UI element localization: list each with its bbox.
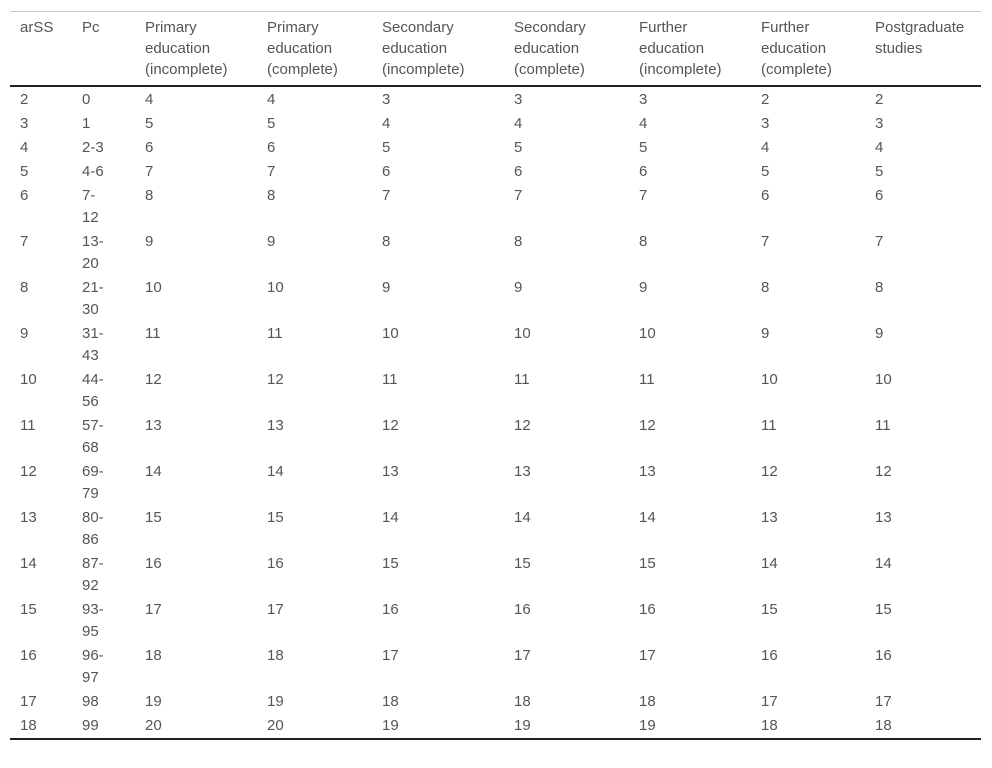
table-cell: 7 bbox=[639, 187, 648, 204]
column-header: Pc bbox=[72, 12, 135, 87]
table-cell: 8 bbox=[639, 233, 648, 250]
table-cell: 16 bbox=[20, 647, 37, 664]
table-cell: 15 bbox=[382, 555, 399, 572]
table-cell: 17 bbox=[875, 693, 892, 710]
percentile-value: 87-92 bbox=[82, 555, 104, 594]
table-cell: 16 bbox=[514, 601, 531, 618]
table-row bbox=[10, 506, 981, 552]
table-cell: 14 bbox=[20, 555, 37, 572]
table-cell: 12 bbox=[639, 417, 656, 434]
table-cell bbox=[72, 160, 135, 184]
table-cell: 11 bbox=[267, 325, 283, 342]
table-row bbox=[10, 160, 981, 184]
table-cell: 4 bbox=[875, 139, 884, 156]
table-cell: 10 bbox=[145, 279, 162, 296]
table-cell: 14 bbox=[875, 555, 892, 572]
table-cell: 8 bbox=[267, 187, 276, 204]
table-cell: 15 bbox=[761, 601, 778, 618]
table-cell: 14 bbox=[267, 463, 284, 480]
table-cell: 19 bbox=[639, 717, 656, 734]
table-cell: 10 bbox=[639, 325, 656, 342]
table-cell: 9 bbox=[639, 279, 648, 296]
table-cell: 10 bbox=[875, 371, 892, 388]
table-cell: 18 bbox=[875, 717, 892, 734]
table-cell: 15 bbox=[20, 601, 37, 618]
table-cell: 17 bbox=[145, 601, 162, 618]
table-cell: 5 bbox=[639, 139, 648, 156]
table-cell: 16 bbox=[382, 601, 399, 618]
table-container bbox=[10, 11, 981, 740]
table-cell: 18 bbox=[514, 693, 531, 710]
table-cell: 13 bbox=[382, 463, 399, 480]
percentile-value: 98 bbox=[82, 693, 99, 710]
table-cell: 7 bbox=[514, 187, 523, 204]
table-cell: 12 bbox=[382, 417, 399, 434]
table-cell: 17 bbox=[639, 647, 656, 664]
table-row bbox=[10, 460, 981, 506]
percentile-value: 99 bbox=[82, 717, 99, 734]
table-cell: 14 bbox=[639, 509, 656, 526]
table-cell: 11 bbox=[761, 417, 777, 434]
table-cell bbox=[72, 506, 135, 552]
table-cell: 15 bbox=[145, 509, 162, 526]
table-cell bbox=[72, 112, 135, 136]
table-cell: 13 bbox=[145, 417, 162, 434]
table-cell: 14 bbox=[514, 509, 531, 526]
percentile-value: 31-43 bbox=[82, 325, 104, 364]
percentile-value: 7-12 bbox=[82, 187, 99, 226]
table-cell: 9 bbox=[761, 325, 770, 342]
table-cell: 3 bbox=[20, 115, 29, 132]
table-cell: 3 bbox=[382, 91, 391, 108]
table-row bbox=[10, 322, 981, 368]
table-cell: 11 bbox=[875, 417, 891, 434]
table-cell: 17 bbox=[267, 601, 284, 618]
table-cell: 5 bbox=[382, 139, 391, 156]
table-cell: 18 bbox=[639, 693, 656, 710]
table-cell: 17 bbox=[382, 647, 399, 664]
percentile-value: 93-95 bbox=[82, 601, 104, 640]
table-row bbox=[10, 136, 981, 160]
table-cell: 8 bbox=[20, 279, 29, 296]
percentile-value: 0 bbox=[82, 91, 91, 108]
table-cell: 6 bbox=[382, 163, 391, 180]
table-cell: 5 bbox=[761, 163, 770, 180]
table-cell: 16 bbox=[875, 647, 892, 664]
table-cell bbox=[72, 690, 135, 714]
table-body bbox=[10, 86, 981, 739]
table-cell: 15 bbox=[514, 555, 531, 572]
table-cell: 10 bbox=[761, 371, 778, 388]
percentile-value: 57-68 bbox=[82, 417, 104, 456]
table-cell: 7 bbox=[145, 163, 154, 180]
norms-table bbox=[10, 11, 981, 740]
table-cell: 8 bbox=[514, 233, 523, 250]
table-cell: 17 bbox=[514, 647, 531, 664]
table-cell: 16 bbox=[639, 601, 656, 618]
table-cell: 20 bbox=[145, 717, 162, 734]
table-cell: 9 bbox=[20, 325, 29, 342]
table-row bbox=[10, 230, 981, 276]
table-cell: 10 bbox=[382, 325, 399, 342]
table-row bbox=[10, 368, 981, 414]
percentile-value: 96-97 bbox=[82, 647, 104, 686]
table-cell: 12 bbox=[145, 371, 162, 388]
table-row bbox=[10, 112, 981, 136]
table-row bbox=[10, 690, 981, 714]
column-header: Postgraduate studies bbox=[865, 12, 981, 87]
table-cell: 5 bbox=[267, 115, 276, 132]
table-cell: 16 bbox=[761, 647, 778, 664]
table-cell: 5 bbox=[875, 163, 884, 180]
table-cell: 5 bbox=[20, 163, 29, 180]
table-cell bbox=[72, 460, 135, 506]
percentile-value: 44-56 bbox=[82, 371, 104, 410]
table-cell: 9 bbox=[382, 279, 391, 296]
table-cell: 12 bbox=[20, 463, 37, 480]
table-cell: 12 bbox=[514, 417, 531, 434]
table-cell: 9 bbox=[875, 325, 884, 342]
table-cell bbox=[72, 598, 135, 644]
table-cell: 13 bbox=[761, 509, 778, 526]
table-cell: 4 bbox=[145, 91, 154, 108]
table-cell: 11 bbox=[145, 325, 161, 342]
table-cell: 8 bbox=[145, 187, 154, 204]
table-cell: 2 bbox=[20, 91, 29, 108]
table-cell: 9 bbox=[145, 233, 154, 250]
column-header: Primary education (incomplete) bbox=[135, 12, 257, 87]
table-row bbox=[10, 552, 981, 598]
table-cell: 19 bbox=[514, 717, 531, 734]
table-cell: 10 bbox=[267, 279, 284, 296]
table-cell: 5 bbox=[514, 139, 523, 156]
table-row bbox=[10, 86, 981, 112]
table-cell: 4 bbox=[761, 139, 770, 156]
percentile-value: 21-30 bbox=[82, 279, 104, 318]
table-cell: 6 bbox=[145, 139, 154, 156]
table-row bbox=[10, 598, 981, 644]
table-cell: 3 bbox=[514, 91, 523, 108]
table-cell: 6 bbox=[20, 187, 29, 204]
column-header: Further education (incomplete) bbox=[629, 12, 751, 87]
table-cell: 12 bbox=[875, 463, 892, 480]
table-cell: 18 bbox=[382, 693, 399, 710]
table-cell: 12 bbox=[761, 463, 778, 480]
table-cell: 3 bbox=[761, 115, 770, 132]
table-cell: 9 bbox=[267, 233, 276, 250]
table-cell: 7 bbox=[267, 163, 276, 180]
table-cell: 5 bbox=[145, 115, 154, 132]
column-header: Primary education (complete) bbox=[257, 12, 372, 87]
table-cell: 4 bbox=[267, 91, 276, 108]
table-cell: 15 bbox=[875, 601, 892, 618]
table-cell bbox=[72, 644, 135, 690]
table-cell: 13 bbox=[875, 509, 892, 526]
header-row bbox=[10, 12, 981, 87]
table-cell: 16 bbox=[145, 555, 162, 572]
table-cell: 11 bbox=[20, 417, 36, 434]
table-cell: 6 bbox=[639, 163, 648, 180]
table-cell: 17 bbox=[20, 693, 37, 710]
table-cell: 7 bbox=[20, 233, 29, 250]
table-cell: 7 bbox=[382, 187, 391, 204]
table-cell: 13 bbox=[639, 463, 656, 480]
table-cell: 12 bbox=[267, 371, 284, 388]
table-cell: 14 bbox=[145, 463, 162, 480]
table-cell bbox=[72, 414, 135, 460]
table-cell: 19 bbox=[382, 717, 399, 734]
table-cell: 3 bbox=[639, 91, 648, 108]
table-cell: 10 bbox=[514, 325, 531, 342]
table-cell: 9 bbox=[514, 279, 523, 296]
table-cell: 16 bbox=[267, 555, 284, 572]
table-cell: 6 bbox=[761, 187, 770, 204]
table-row bbox=[10, 644, 981, 690]
table-cell: 8 bbox=[875, 279, 884, 296]
table-row bbox=[10, 714, 981, 739]
table-header bbox=[10, 12, 981, 87]
table-cell: 19 bbox=[145, 693, 162, 710]
percentile-value: 1 bbox=[82, 115, 91, 132]
table-cell: 13 bbox=[20, 509, 37, 526]
table-cell: 2 bbox=[875, 91, 884, 108]
percentile-value: 13-20 bbox=[82, 233, 104, 272]
table-cell bbox=[72, 184, 135, 230]
table-cell bbox=[72, 552, 135, 598]
table-cell: 7 bbox=[875, 233, 884, 250]
column-header: Secondary education (incomplete) bbox=[372, 12, 504, 87]
table-cell: 19 bbox=[267, 693, 284, 710]
percentile-value: 69-79 bbox=[82, 463, 104, 502]
table-cell: 8 bbox=[382, 233, 391, 250]
table-row bbox=[10, 276, 981, 322]
table-cell: 4 bbox=[514, 115, 523, 132]
column-header: arSS bbox=[10, 12, 72, 87]
table-cell: 10 bbox=[20, 371, 37, 388]
table-cell bbox=[72, 714, 135, 739]
table-cell: 3 bbox=[875, 115, 884, 132]
percentile-value: 2-3 bbox=[82, 139, 104, 156]
table-cell bbox=[72, 276, 135, 322]
table-cell: 8 bbox=[761, 279, 770, 296]
table-cell bbox=[72, 368, 135, 414]
table-cell: 13 bbox=[514, 463, 531, 480]
table-cell bbox=[72, 230, 135, 276]
table-cell: 4 bbox=[20, 139, 29, 156]
table-cell: 2 bbox=[761, 91, 770, 108]
table-cell: 6 bbox=[514, 163, 523, 180]
table-cell: 4 bbox=[639, 115, 648, 132]
table-cell bbox=[72, 136, 135, 160]
table-cell: 4 bbox=[382, 115, 391, 132]
table-cell: 11 bbox=[382, 371, 398, 388]
percentile-value: 80-86 bbox=[82, 509, 104, 548]
table-cell bbox=[72, 86, 135, 112]
table-cell: 20 bbox=[267, 717, 284, 734]
table-cell: 7 bbox=[761, 233, 770, 250]
table-cell: 11 bbox=[514, 371, 530, 388]
table-cell: 17 bbox=[761, 693, 778, 710]
table-cell: 6 bbox=[875, 187, 884, 204]
table-cell: 6 bbox=[267, 139, 276, 156]
percentile-value: 4-6 bbox=[82, 163, 104, 180]
table-cell: 14 bbox=[761, 555, 778, 572]
table-cell: 13 bbox=[267, 417, 284, 434]
table-row bbox=[10, 184, 981, 230]
table-cell: 18 bbox=[761, 717, 778, 734]
table-cell: 11 bbox=[639, 371, 655, 388]
table-cell: 18 bbox=[267, 647, 284, 664]
table-cell: 18 bbox=[145, 647, 162, 664]
table-row bbox=[10, 414, 981, 460]
column-header: Further education (complete) bbox=[751, 12, 865, 87]
table-cell: 15 bbox=[639, 555, 656, 572]
table-cell bbox=[72, 322, 135, 368]
table-cell: 14 bbox=[382, 509, 399, 526]
column-header: Secondary education (complete) bbox=[504, 12, 629, 87]
table-cell: 15 bbox=[267, 509, 284, 526]
table-cell: 18 bbox=[20, 717, 37, 734]
